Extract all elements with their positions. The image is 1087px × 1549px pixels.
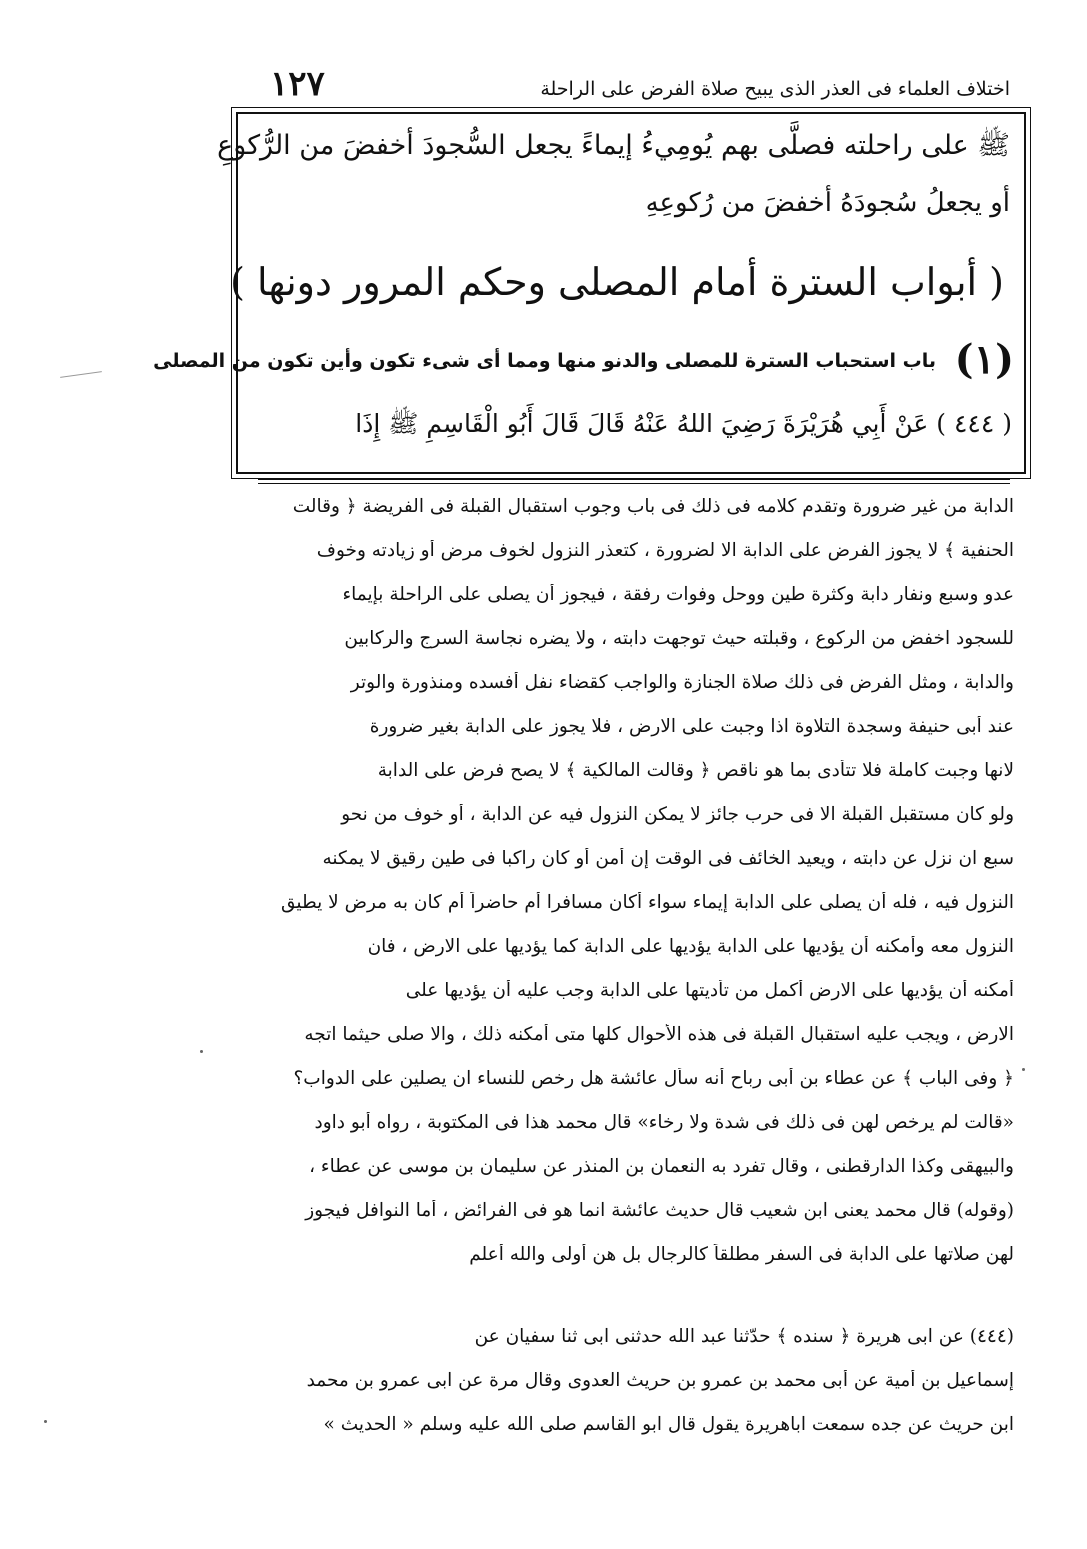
main-text-frame — [153, 112, 1026, 474]
commentary-line: «قالت لم يرخص لهن فى ذلك فى شدة ولا رخاء» قال محمد هذا فى المكتوبة ، رواه أبو داود — [314, 1112, 1014, 1133]
hadith-text-line-1: ﷺ على راحلته فصلَّى بهم يُومِيءُ إيماءً يجعل السُّجودَ أخفضَ من الرُّكوعِ — [217, 130, 1010, 161]
commentary-line: عدو وسبع ونفار دابة وكثرة طين ووحل وفوات رفقة ، فيجوز أن يصلى على الراحلة بإيماء — [342, 584, 1014, 605]
page-header — [250, 62, 1010, 112]
commentary-line: الحنفية ﴾ لا يجوز الفرض على الدابة الا لضرورة ، كتعذر النزول لخوف مرض أو زيادته وخوف — [316, 540, 1014, 561]
commentary-line: الارض ، ويجب عليه استقبال القبلة فى هذه الأحوال كلها متى أمكنه ذلك ، والا صلى حيثما اتجه — [304, 1024, 1014, 1045]
divider-rule-thin — [258, 483, 1010, 484]
commentary-line: أمكنه أن يؤديها على الارض أكمل من تأديتها على الدابة وجب عليه أن يؤديها على — [405, 980, 1014, 1001]
section-heading — [153, 336, 1014, 396]
chapter-title: ( أبواب السترة أمام المصلى وحكم المرور دونها ) — [230, 260, 1004, 304]
running-title: اختلاف العلماء فى العذر الذى يبيح صلاة الفرض على الراحلة — [540, 78, 1010, 100]
isnad-line: إسماعيل بن أمية عن أبى محمد بن عمرو بن حريث العدوى وقال مرة عن ابى عمرو بن محمد — [306, 1370, 1014, 1391]
commentary-line: والدابة ، ومثل الفرض فى ذلك صلاة الجنازة والواجب كقضاء نفل أفسده ومنذورة والوتر — [350, 672, 1014, 693]
page-number: ١٢٧ — [270, 64, 325, 104]
commentary-line: ﴿ وفى الباب ﴾ عن عطاء بن أبى رباح أنه سأل عائشة هل رخص للنساء ان يصلين على الدواب؟ — [293, 1068, 1014, 1089]
scan-artifact — [200, 1050, 203, 1053]
commentary-line: النزول معه وأمكنه أن يؤديها على الدابة يؤديها على الدابة كما يؤديها على الارض ، فان — [367, 936, 1014, 957]
commentary-line: (وقوله) قال محمد يعنى ابن شعيب قال حديث عائشة انما هو فى الفرائض ، أما النوافل فيجوز — [305, 1200, 1014, 1221]
scan-artifact — [44, 1420, 47, 1423]
commentary-line: لهن صلاتها على الدابة فى السفر مطلقاً كالرجال بل هن أولى والله أعلم — [469, 1244, 1014, 1265]
isnad-line: (٤٤٤) عن ابى هريرة ﴿ سنده ﴾ حدّثنا عبد الله حدثنى ابى ثنا سفيان عن — [474, 1326, 1014, 1347]
commentary-line: للسجود اخفض من الركوع ، وقبلته حيث توجهت دابته ، ولا يضره نجاسة السرج والركابين — [344, 628, 1014, 649]
divider-rule — [258, 478, 1010, 480]
commentary-line: عند أبى حنيفة وسجدة التلاوة اذا وجبت على الارض ، فلا يجوز على الدابة بغير ضرورة — [369, 716, 1014, 737]
commentary-line: النزول فيه ، فله أن يصلى على الدابة إيماء سواء أكان مسافرا أم حاضراً أم كان به مرض لا يطيق — [280, 892, 1014, 913]
scan-artifact — [60, 371, 102, 378]
commentary-line: ولو كان مستقبل القبلة الا فى حرب جائز لا يمكن النزول فيه عن الدابة ، أو خوف من نحو — [341, 804, 1014, 825]
scan-artifact — [1022, 1068, 1025, 1071]
commentary-line: الدابة من غير ضرورة وتقدم كلامه فى ذلك فى باب وجوب استقبال القبلة فى الفريضة ﴿ وقالت — [292, 496, 1014, 517]
commentary-line: والبيهقى وكذا الدارقطنى ، وقال تفرد به النعمان بن المنذر عن سليمان بن موسى عن عطاء ، — [309, 1156, 1014, 1177]
commentary-line: سبع ان نزل عن دابته ، ويعيد الخائف فى الوقت إن أمن أو كان راكبا فى طين رقيق لا يمكنه — [322, 848, 1014, 869]
section-number: (١) — [954, 336, 1014, 383]
isnad-line: ابن حريث عن جده سمعت اباهريرة يقول قال ابو القاسم صلى الله عليه وسلم « الحديث » — [323, 1414, 1014, 1435]
hadith-text-line-2: أو يجعلُ سُجودَهُ أخفضَ من رُكوعِهِ — [645, 188, 1010, 218]
hadith-444-opening: ( ٤٤٤ ) عَنْ أَبِي هُرَيْرَةَ رَضِيَ اللهُ عَنْهُ قَالَ قَالَ أَبُو الْقَاسِمِ ﷺ إِذَا — [355, 409, 1012, 438]
section-title: باب استحباب السترة للمصلى والدنو منها ومما أى شىء تكون وأين تكون من المصلى — [153, 350, 936, 372]
commentary-line: لانها وجبت كاملة فلا تتأدى بما هو ناقص ﴿ وقالت المالكية ﴾ لا يصح فرض على الدابة — [377, 760, 1014, 781]
